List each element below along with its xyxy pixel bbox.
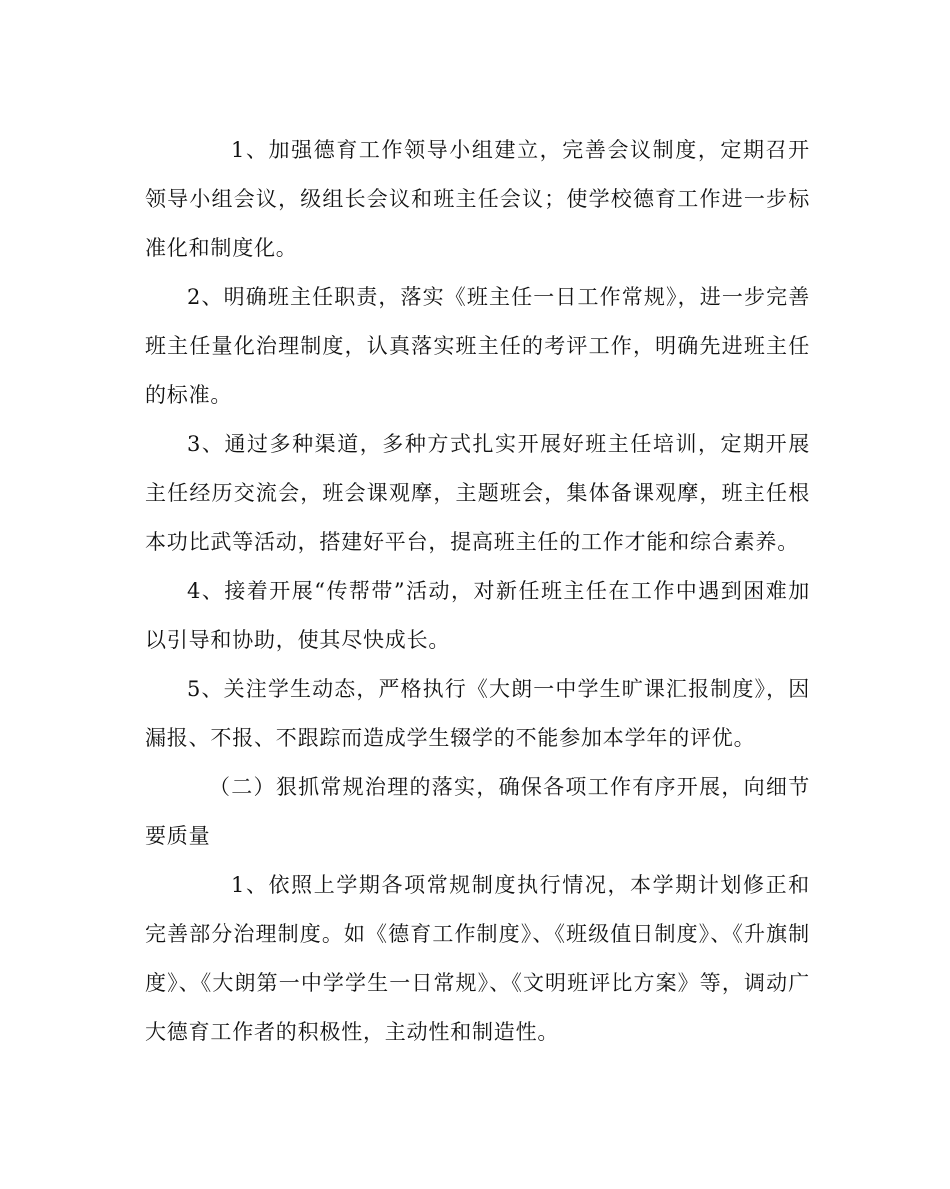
section-heading: （二）狠抓常规治理的落实，确保各项工作有序开展，向细节要质量 <box>145 775 810 848</box>
paragraph-6: 1、依照上学期各项常规制度执行情况，本学期计划修正和完善部分治理制度。如《德育工作制度》、《班级值日制度》、《升旗制度》、《大朗第一中学学生一日常规》、《文明班评比方案》等，调动广大德育工作者的积极性，主动性和制造性。 <box>145 873 810 1044</box>
paragraph-5: 5、关注学生动态，严格执行《大朗一中学生旷课汇报制度》，因漏报、不报、不跟踪而造成学生辍学的不能参加本学年的评优。 <box>145 677 810 750</box>
paragraph-3: 3、通过多种渠道，多种方式扎实开展好班主任培训，定期开展主任经历交流会，班会课观摩，主题班会，集体备课观摩，班主任根本功比武等活动，搭建好平台，提高班主任的工作才能和综合素养。 <box>145 432 810 554</box>
paragraph-2: 2、明确班主任职责，落实《班主任一日工作常规》，进一步完善班主任量化治理制度，认真落实班主任的考评工作，明确先进班主任的标准。 <box>145 285 810 407</box>
paragraph-4: 4、接着开展“传帮带”活动，对新任班主任在工作中遇到困难加以引导和协助，使其尽快成长。 <box>145 579 810 652</box>
paragraph-1: 1、加强德育工作领导小组建立，完善会议制度，定期召开领导小组会议，级组长会议和班主任会议；使学校德育工作进一步标准化和制度化。 <box>145 138 810 260</box>
document-body <box>145 126 810 1057</box>
